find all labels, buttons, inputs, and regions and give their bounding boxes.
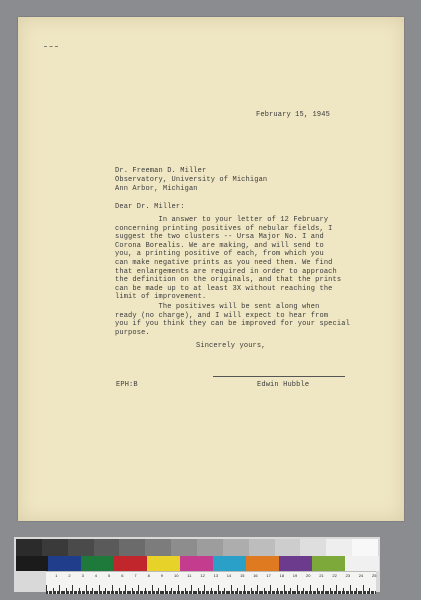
gray-swatch: [42, 539, 68, 556]
ruler-number: 17: [266, 573, 271, 578]
ruler-number: 9: [160, 573, 164, 578]
gray-swatch: [352, 539, 378, 556]
ruler-number: 8: [147, 573, 150, 578]
color-swatch: [279, 556, 313, 571]
corner-mark: [44, 46, 58, 49]
ruler-number: 1: [55, 573, 58, 578]
ruler-number: 5: [108, 573, 111, 578]
color-swatch: [81, 556, 115, 571]
ruler-number: 25: [372, 573, 377, 578]
ruler-number: 3: [81, 573, 84, 578]
color-swatch: [114, 556, 148, 571]
gray-swatch: [94, 539, 120, 556]
color-swatches: [16, 539, 378, 575]
paragraph-2: The positives will be sent along when ready (no charge), and I will expect to hear from you if you think they can be improved for your special purpose.: [115, 303, 350, 337]
ruler-number: 4: [94, 573, 98, 578]
ruler-number: 20: [306, 573, 311, 578]
color-swatch: [48, 556, 82, 571]
gray-swatch: [275, 539, 301, 556]
gray-swatch: [119, 539, 145, 556]
ruler-number: 2: [68, 573, 71, 578]
ruler-number: 13: [213, 573, 219, 578]
color-swatch: [246, 556, 280, 571]
ruler-number: 18: [279, 573, 285, 578]
color-swatch: [345, 556, 379, 571]
letter-date: February 15, 1945: [256, 111, 330, 119]
black-patch: [16, 556, 48, 571]
gray-swatch: [16, 539, 42, 556]
ruler-number: 7: [134, 573, 137, 578]
gray-swatch: [171, 539, 197, 556]
ruler-number: 10: [174, 573, 179, 578]
salutation: Dear Dr. Miller:: [115, 203, 185, 211]
paragraph-1: In answer to your letter of 12 February concerning printing positives of nebular fields, I suggest the two clusters -- Ursa Major No. I and Corona Borealis. We are making, and will send to you, a printing positive of each, from which you can make negative prints as you need them. We find that enlargements are required in order to approach the definition on the originals, and that the prints can be made up to at least 3X without reaching the limit of improvement.: [115, 216, 342, 302]
ruler-number: 15: [240, 573, 245, 578]
signature-name: Edwin Hubble: [257, 381, 310, 389]
ruler-tick: [375, 591, 376, 594]
ruler-number: 16: [253, 573, 258, 578]
ruler-number: 21: [319, 573, 324, 578]
ruler-number: 12: [200, 573, 205, 578]
typist-initials: EPH:B: [116, 381, 138, 389]
gray-swatch: [223, 539, 249, 556]
gray-swatch: [68, 539, 94, 556]
color-swatch: [147, 556, 181, 571]
gray-swatch: [326, 539, 352, 556]
color-swatch: [312, 556, 346, 571]
gray-swatch: [145, 539, 171, 556]
ruler-number: 11: [187, 573, 192, 578]
gray-swatch: [300, 539, 326, 556]
gray-swatch: [197, 539, 223, 556]
color-swatch: [213, 556, 247, 571]
color-swatch: [180, 556, 214, 571]
recipient-line-1: Dr. Freeman D. Miller: [115, 167, 207, 175]
measurement-ruler: [46, 571, 376, 594]
ruler-number: 14: [226, 573, 232, 578]
ruler-number: 22: [332, 573, 337, 578]
closing: Sincerely yours,: [196, 342, 266, 350]
gray-swatch: [249, 539, 275, 556]
ruler-number: 19: [292, 573, 298, 578]
recipient-line-3: Ann Arbor, Michigan: [115, 185, 198, 193]
signature-line: [213, 376, 345, 377]
ruler-number: 6: [121, 573, 124, 578]
recipient-line-2: Observatory, University of Michigan: [115, 176, 268, 184]
ruler-number: 23: [345, 573, 351, 578]
ruler-number: 24: [358, 573, 364, 578]
